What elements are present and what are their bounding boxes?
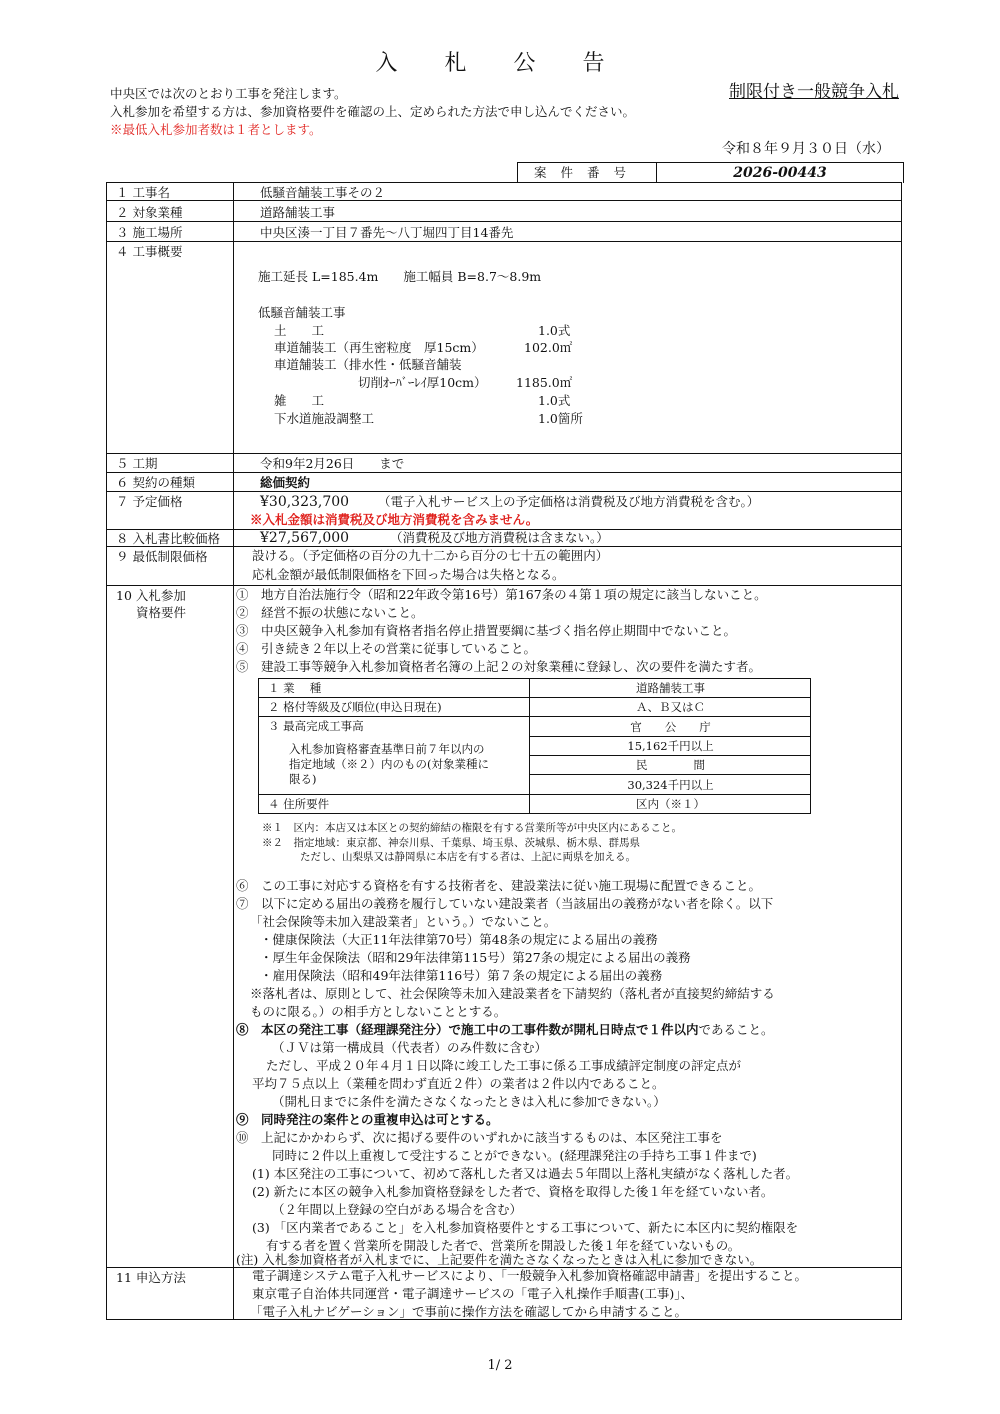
minimum-price-line-1: 設ける。（予定価格の百分の九十二から百分の七十五の範囲内）	[252, 548, 609, 563]
requirements-row-divider	[529, 736, 811, 737]
row-label-industry: ２ 対象業種	[116, 205, 183, 220]
qualification-item-9: ⑨ 同時発注の案件との重複申込は可とする。	[236, 1112, 499, 1127]
overview-item-qty: 1185.0㎡	[516, 375, 573, 390]
overview-item-name: 下水道施設調整工	[274, 411, 375, 426]
qualification-item-10-cont: 同時に２件以上重複して受注することができない。(経理課発注の手持ち工事１件まで)	[272, 1148, 757, 1163]
subcontract-note: ※落札者は、原則として、社会保険等未加入建設業者を下請契約（落札者が直接契約締結する	[250, 986, 775, 1001]
qualification-item-7-cont: 「社会保険等未加入建設業者」という。）でないこと。	[250, 914, 557, 929]
req-grade-label: ２ 格付等級及び順位(申込日現在)	[268, 700, 442, 714]
project-name: 低騒音舗装工事その２	[260, 185, 386, 200]
row-divider	[106, 491, 902, 492]
qualification-final-note: (注) 入札参加資格者が入札までに、上記要件を満たさなくなったときは入札に参加できない。	[236, 1252, 763, 1267]
footnote-2: ※２ 指定地域：東京都、神奈川県、千葉県、埼玉県、茨城県、栃木県、群馬県	[262, 837, 640, 849]
row-label-project-name: １ 工事名	[116, 185, 170, 200]
row-divider	[106, 241, 902, 242]
overview-extent: 施工延長 L=185.4m 施工幅員 B=8.7～8.9m	[258, 269, 542, 284]
req-address-value: 区内（※１）	[636, 797, 705, 811]
notice-date: 令和８年９月３０日（水）	[722, 141, 890, 157]
application-line-2: 東京電子自治体共同運営・電子調達サービスの「電子入札操作手順書(工事)」、	[252, 1286, 694, 1301]
row-divider	[106, 221, 902, 222]
row-label-comparison-price: ８ 入札書比較価格	[116, 531, 220, 546]
qualification-item-10-1: (1) 本区発注の工事について、初めて落札した者又は過去５年間以上落札実績がなく落札した者。	[252, 1166, 799, 1181]
comparison-price: ¥27,567,000	[260, 530, 350, 546]
qualification-item-10-2: (2) 新たに本区の競争入札参加資格登録をした者で、資格を取得した後１年を経ていない者。	[252, 1184, 774, 1199]
row-label-application: 11 申込方法	[116, 1270, 186, 1285]
intro-min-bidders-note: ※最低入札参加者数は１者とします。	[110, 122, 322, 137]
period: 令和9年2月26日 まで	[260, 456, 405, 471]
qualification-item-7: ⑦ 以下に定める届出の義務を履行していない建設業者（当該届出の義務がない者を除く。以下	[236, 896, 774, 911]
comparison-price-note: （消費税及び地方消費税は含まない。）	[390, 530, 609, 545]
qualification-item-4: ④ 引き続き２年以上その営業に従事していること。	[236, 641, 537, 656]
insurance-law-2: ・厚生年金保険法（昭和29年法律第115号）第27条の規定による届出の義務	[260, 950, 691, 965]
case-number-label: 案件番号	[518, 163, 657, 183]
requirements-row-divider	[258, 716, 811, 717]
qualification-item-10: ⑩ 上記にかかわらず、次に掲げる要件のいずれかに該当するものは、本区発注工事を	[236, 1130, 723, 1145]
requirements-row-divider	[258, 794, 811, 795]
qualification-item-8-tail: であること。	[698, 1022, 774, 1037]
qualification-item-10-2-note: （２年間以上登録の空白がある場合を含む）	[272, 1202, 523, 1217]
page-number: 1/ 2	[487, 1358, 513, 1373]
requirements-row-divider	[529, 774, 811, 775]
insurance-law-3: ・雇用保険法（昭和49年法律第116号）第７条の規定による届出の義務	[260, 968, 663, 983]
tax-exclusion-warning: ※入札金額は消費税及び地方消費税を含みません。	[250, 512, 539, 527]
qualification-item-2: ② 経営不振の状態にないこと。	[236, 605, 424, 620]
qualification-item-10-3-cont: 有する者を置く営業所を開設した者で、営業所を開設した後１年を経ていないもの。	[266, 1238, 741, 1253]
row-label-contract-type: ６ 契約の種類	[116, 475, 195, 490]
overview-item-name: 土 工	[274, 323, 325, 338]
row-label-qualification-2: 資格要件	[136, 605, 187, 620]
req-private-label: 民 間	[636, 758, 705, 772]
row-label-period: ５ 工期	[116, 456, 158, 471]
row-label-planned-price: ７ 予定価格	[116, 494, 183, 509]
qualification-item-5: ⑤ 建設工事等競争入札参加資格者名簿の上記２の対象業種に登録し、次の要件を満たす者。	[236, 659, 762, 674]
qualification-item-8-proviso: ただし、平成２０年４月１日以降に竣工した工事に係る工事成績評定制度の評定点が	[266, 1058, 742, 1073]
req-max-sales-desc: 限る)	[289, 772, 317, 786]
row-divider	[106, 472, 902, 473]
row-label-minimum-price: ９ 最低制限価格	[116, 549, 208, 564]
insurance-law-1: ・健康保険法（大正11年法律第70号）第48条の規定による届出の義務	[260, 932, 658, 947]
location: 中央区湊一丁目７番先～八丁堀四丁目14番先	[260, 225, 514, 240]
subcontract-note-cont: ものに限る。）の相手方としないこととする。	[250, 1004, 507, 1019]
qualification-item-8-emphasis: ⑧ 本区の発注工事（経理課発注分）で施工中の工事件数が開札日時点で１件以内	[236, 1022, 699, 1037]
qualification-item-6: ⑥ この工事に対応する資格を有する技術者を、建設業法に従い施工現場に配置できること。	[236, 878, 762, 893]
contract-type: 総価契約	[260, 475, 311, 490]
req-government-label: 官 公 庁	[630, 720, 711, 734]
label-column-divider	[233, 182, 234, 1320]
application-line-3: 「電子入札ナビゲーション」で事前に操作方法を確認してから申請すること。	[250, 1304, 688, 1319]
req-max-sales-desc: 指定地域（※２）内のもの(対象業種に	[289, 757, 489, 771]
overview-item-qty: 1.0箇所	[538, 411, 583, 426]
row-label-location: ３ 施工場所	[116, 225, 183, 240]
planned-price-note: （電子入札サービス上の予定価格は消費税及び地方消費税を含む。）	[378, 494, 760, 509]
page-title: 入 札 公 告	[375, 51, 625, 76]
case-number-value: 2026-00443	[733, 165, 827, 181]
overview-item-qty: 102.0㎡	[524, 340, 573, 355]
overview-item-name: 切削ｵｰﾊﾞｰﾚｲ厚10cm）	[358, 375, 487, 390]
overview-head: 低騒音舗装工事	[258, 305, 346, 320]
qualification-item-8-note: （開札日までに条件を満たさなくなったときは入札に参加できない。）	[272, 1094, 666, 1109]
req-industry-label: １ 業 種	[268, 681, 322, 695]
footnote-2-cont: ただし、山梨県又は静岡県に本店を有する者は、上記に両県を加える。	[300, 851, 636, 863]
row-label-qualification: 10 入札参加	[116, 588, 186, 603]
minimum-price-line-2: 応札金額が最低制限価格を下回った場合は失格となる。	[252, 567, 565, 582]
application-line-1: 電子調達システム電子入札サービスにより、「一般競争入札参加資格確認申請書」を提出すること。	[252, 1268, 808, 1283]
footnote-1: ※１ 区内：本店又は本区との契約締結の権限を有する営業所等が中央区内にあること。	[262, 822, 682, 834]
overview-item-qty: 1.0式	[538, 393, 571, 408]
row-divider	[106, 585, 902, 586]
qualification-item-10-3: (3) 「区内業者であること」を入札参加資格要件とする工事について、新たに本区内に契約権限を	[252, 1220, 799, 1235]
qualification-item-8-proviso-cont: 平均７５点以上（業種を問わず直近２件）の業者は２件以内であること。	[252, 1076, 665, 1091]
row-divider	[106, 453, 902, 454]
qualification-item-3: ③ 中央区競争入札参加有資格者指名停止措置要綱に基づく指名停止期間中でないこと。	[236, 623, 737, 638]
qualification-item-8-jv: （ＪＶは第一構成員（代表者）のみ件数に含む）	[272, 1040, 548, 1055]
overview-item-qty: 1.0式	[538, 323, 571, 338]
planned-price: ¥30,323,700	[260, 494, 350, 510]
req-max-sales-desc: 入札参加資格審査基準日前７年以内の	[289, 742, 485, 756]
req-address-label: ４ 住所要件	[268, 797, 330, 811]
qualification-item-1: ① 地方自治法施行令（昭和22年政令第16号）第167条の４第１項の規定に該当しないこと。	[236, 587, 767, 602]
qualification-item-8	[236, 1022, 774, 1038]
overview-item-name: 雑 工	[274, 393, 325, 408]
overview-item-name: 車道舗装工（再生密粒度 厚15cm）	[274, 340, 484, 355]
req-private-value: 30,324千円以上	[627, 778, 714, 792]
industry: 道路舗装工事	[260, 205, 336, 220]
req-government-value: 15,162千円以上	[627, 739, 714, 753]
intro-line-1: 中央区では次のとおり工事を発注します。	[110, 86, 347, 101]
req-industry-value: 道路舗装工事	[636, 681, 705, 695]
req-max-sales-label: ３ 最高完成工事高	[268, 719, 364, 733]
overview-item-name: 車道舗装工（排水性・低騒音舗装	[274, 357, 462, 372]
case-number-box	[517, 162, 904, 183]
req-grade-value: Ａ、Ｂ又はＣ	[636, 700, 705, 714]
row-label-overview: ４ 工事概要	[116, 244, 183, 259]
requirements-row-divider	[258, 697, 811, 698]
requirements-row-divider	[529, 755, 811, 756]
bid-type-badge: 制限付き一般競争入札	[729, 82, 899, 102]
intro-line-2: 入札参加を希望する方は、参加資格要件を確認の上、定められた方法で申し込んでください。	[110, 104, 636, 119]
